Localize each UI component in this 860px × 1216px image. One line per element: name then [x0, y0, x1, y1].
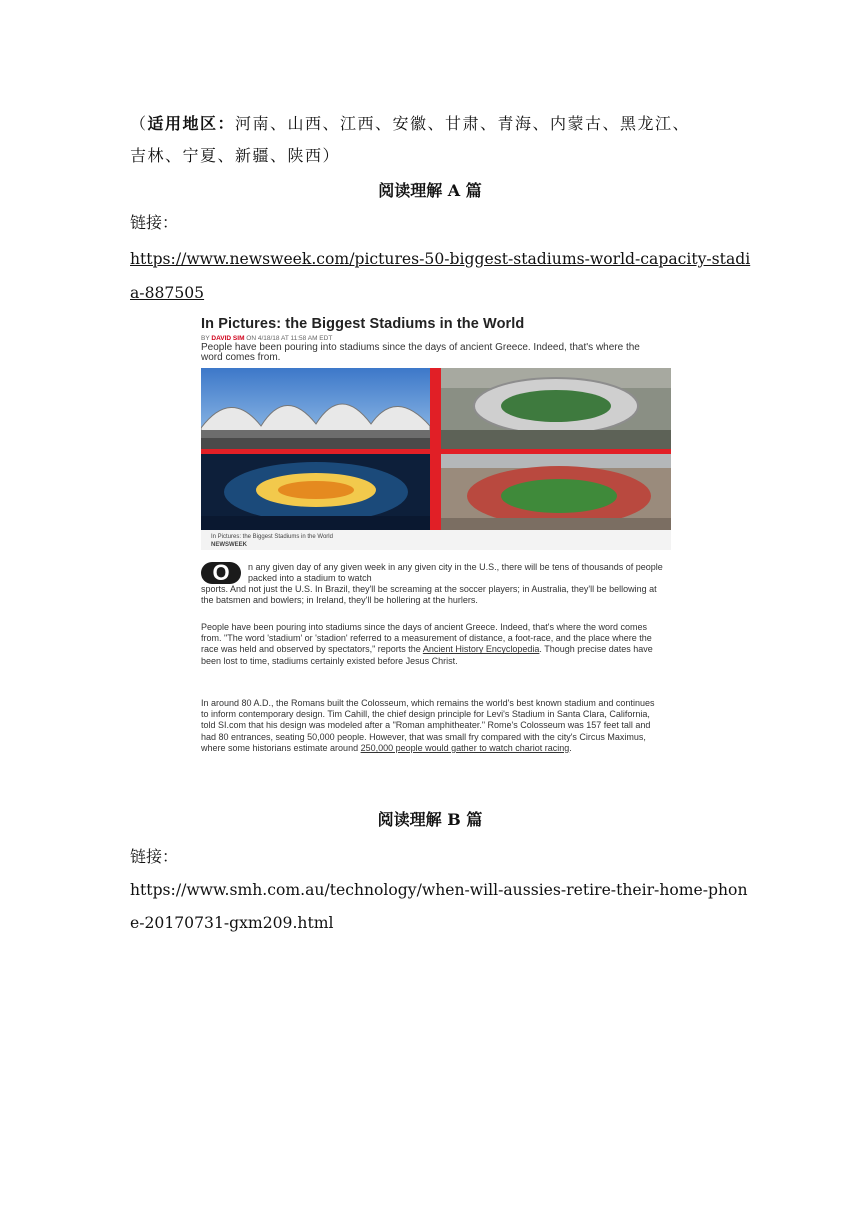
section-b-url-line-1[interactable]: https://www.smh.com.au/technology/when-will-aussies-retire-their-home-phon: [130, 881, 748, 899]
paragraph-1-first: n any given day of any given week in any given city in the U.S., there will be tens of thousands of people packed into a stadium to watch: [248, 562, 663, 584]
article-author[interactable]: DAVID SIM: [211, 335, 245, 342]
stadium-photo-4-image: [441, 454, 671, 532]
article-intro: People have been pouring into stadiums since the days of ancient Greece. Indeed, that's where the word comes from.: [201, 342, 640, 363]
byline-date: ON 4/18/18 AT 11:58 AM EDT: [246, 335, 333, 342]
chariot-racing-link[interactable]: 250,000 people would gather to watch chariot racing: [360, 742, 570, 753]
paragraph-3-end: .: [569, 742, 572, 753]
stadium-photo-2-image: [441, 368, 671, 449]
regions-line-1: （适用地区：河南、山西、江西、安徽、甘肃、青海、内蒙古、黑龙江、: [130, 114, 691, 133]
regions-label: 适用地区：: [147, 114, 236, 133]
paragraph-3-text: In around 80 A.D., the Romans built the Colosseum, which remains the world's best known stadium and continues to inform contemporary design. Tim Cahill, the chief design principle for Levi's Stadium in Santa Clara, California, told SI.com that his design was modeled after a "Roman amphitheater." Rome's Colosseum was 157 feet tall and had 80 entrances, seating 50,000 people. However, that was small fry compared with the city's Circus Maximus, where some historians estimate around: [201, 698, 655, 753]
section-a-url-line-2[interactable]: a-887505: [130, 284, 205, 302]
ancient-history-link[interactable]: Ancient History Encyclopedia: [422, 644, 540, 655]
paragraph-3: [201, 698, 663, 754]
section-a-url-line-1[interactable]: https://www.newsweek.com/pictures-50-biggest-stadiums-world-capacity-stadi: [130, 250, 751, 268]
stadium-photo-3: [201, 454, 430, 532]
section-b-link-label: 链接：: [130, 847, 179, 866]
article-byline: [201, 335, 332, 342]
stadium-photo-1: [201, 368, 430, 449]
photo-source: NEWSWEEK: [211, 542, 247, 548]
stadium-photo-4: [441, 454, 671, 532]
article-screenshot: [188, 306, 672, 784]
drop-cap: O: [201, 562, 241, 584]
stadium-photo-grid[interactable]: [201, 368, 671, 540]
section-b-url-line-2[interactable]: e-20170731-gxm209.html: [130, 914, 334, 932]
photo-caption: In Pictures: the Biggest Stadiums in the World: [211, 534, 333, 540]
regions-line-2: 吉林、宁夏、新疆、陕西）: [130, 146, 341, 165]
section-a-link-label: 链接：: [130, 213, 179, 232]
paragraph-2-end: . Though precise dates have been lost to time, stadiums certainly existed before Jesus Christ.: [201, 644, 653, 666]
paragraph-2: [201, 622, 663, 667]
paragraph-1-rest: sports. And not just the U.S. In Brazil, they'll be screaming at the soccer players; in Australia, they'll be bellowing at the batsmen and bowlers; in Ireland, they'll be hollering at the hurlers.: [201, 584, 657, 606]
stadium-photo-2: [441, 368, 671, 449]
stadium-photo-1-image: [201, 368, 430, 449]
section-a-title: 阅读理解 A 篇: [378, 181, 482, 200]
paragraph-2-text: People have been pouring into stadiums since the days of ancient Greece. Indeed, that's where the word comes from. "The word 'stadium' or 'stadion' referred to a measurement of distance, a foot-race, and the place where the race was held and observed by spectators," reports the: [201, 622, 652, 655]
section-b-title: 阅读理解 B 篇: [377, 810, 483, 829]
stadium-photo-3-image: [201, 454, 430, 532]
article-title: In Pictures: the Biggest Stadiums in the World: [201, 316, 525, 332]
photo-caption-box: [201, 530, 671, 550]
byline-prefix: BY: [201, 335, 210, 342]
